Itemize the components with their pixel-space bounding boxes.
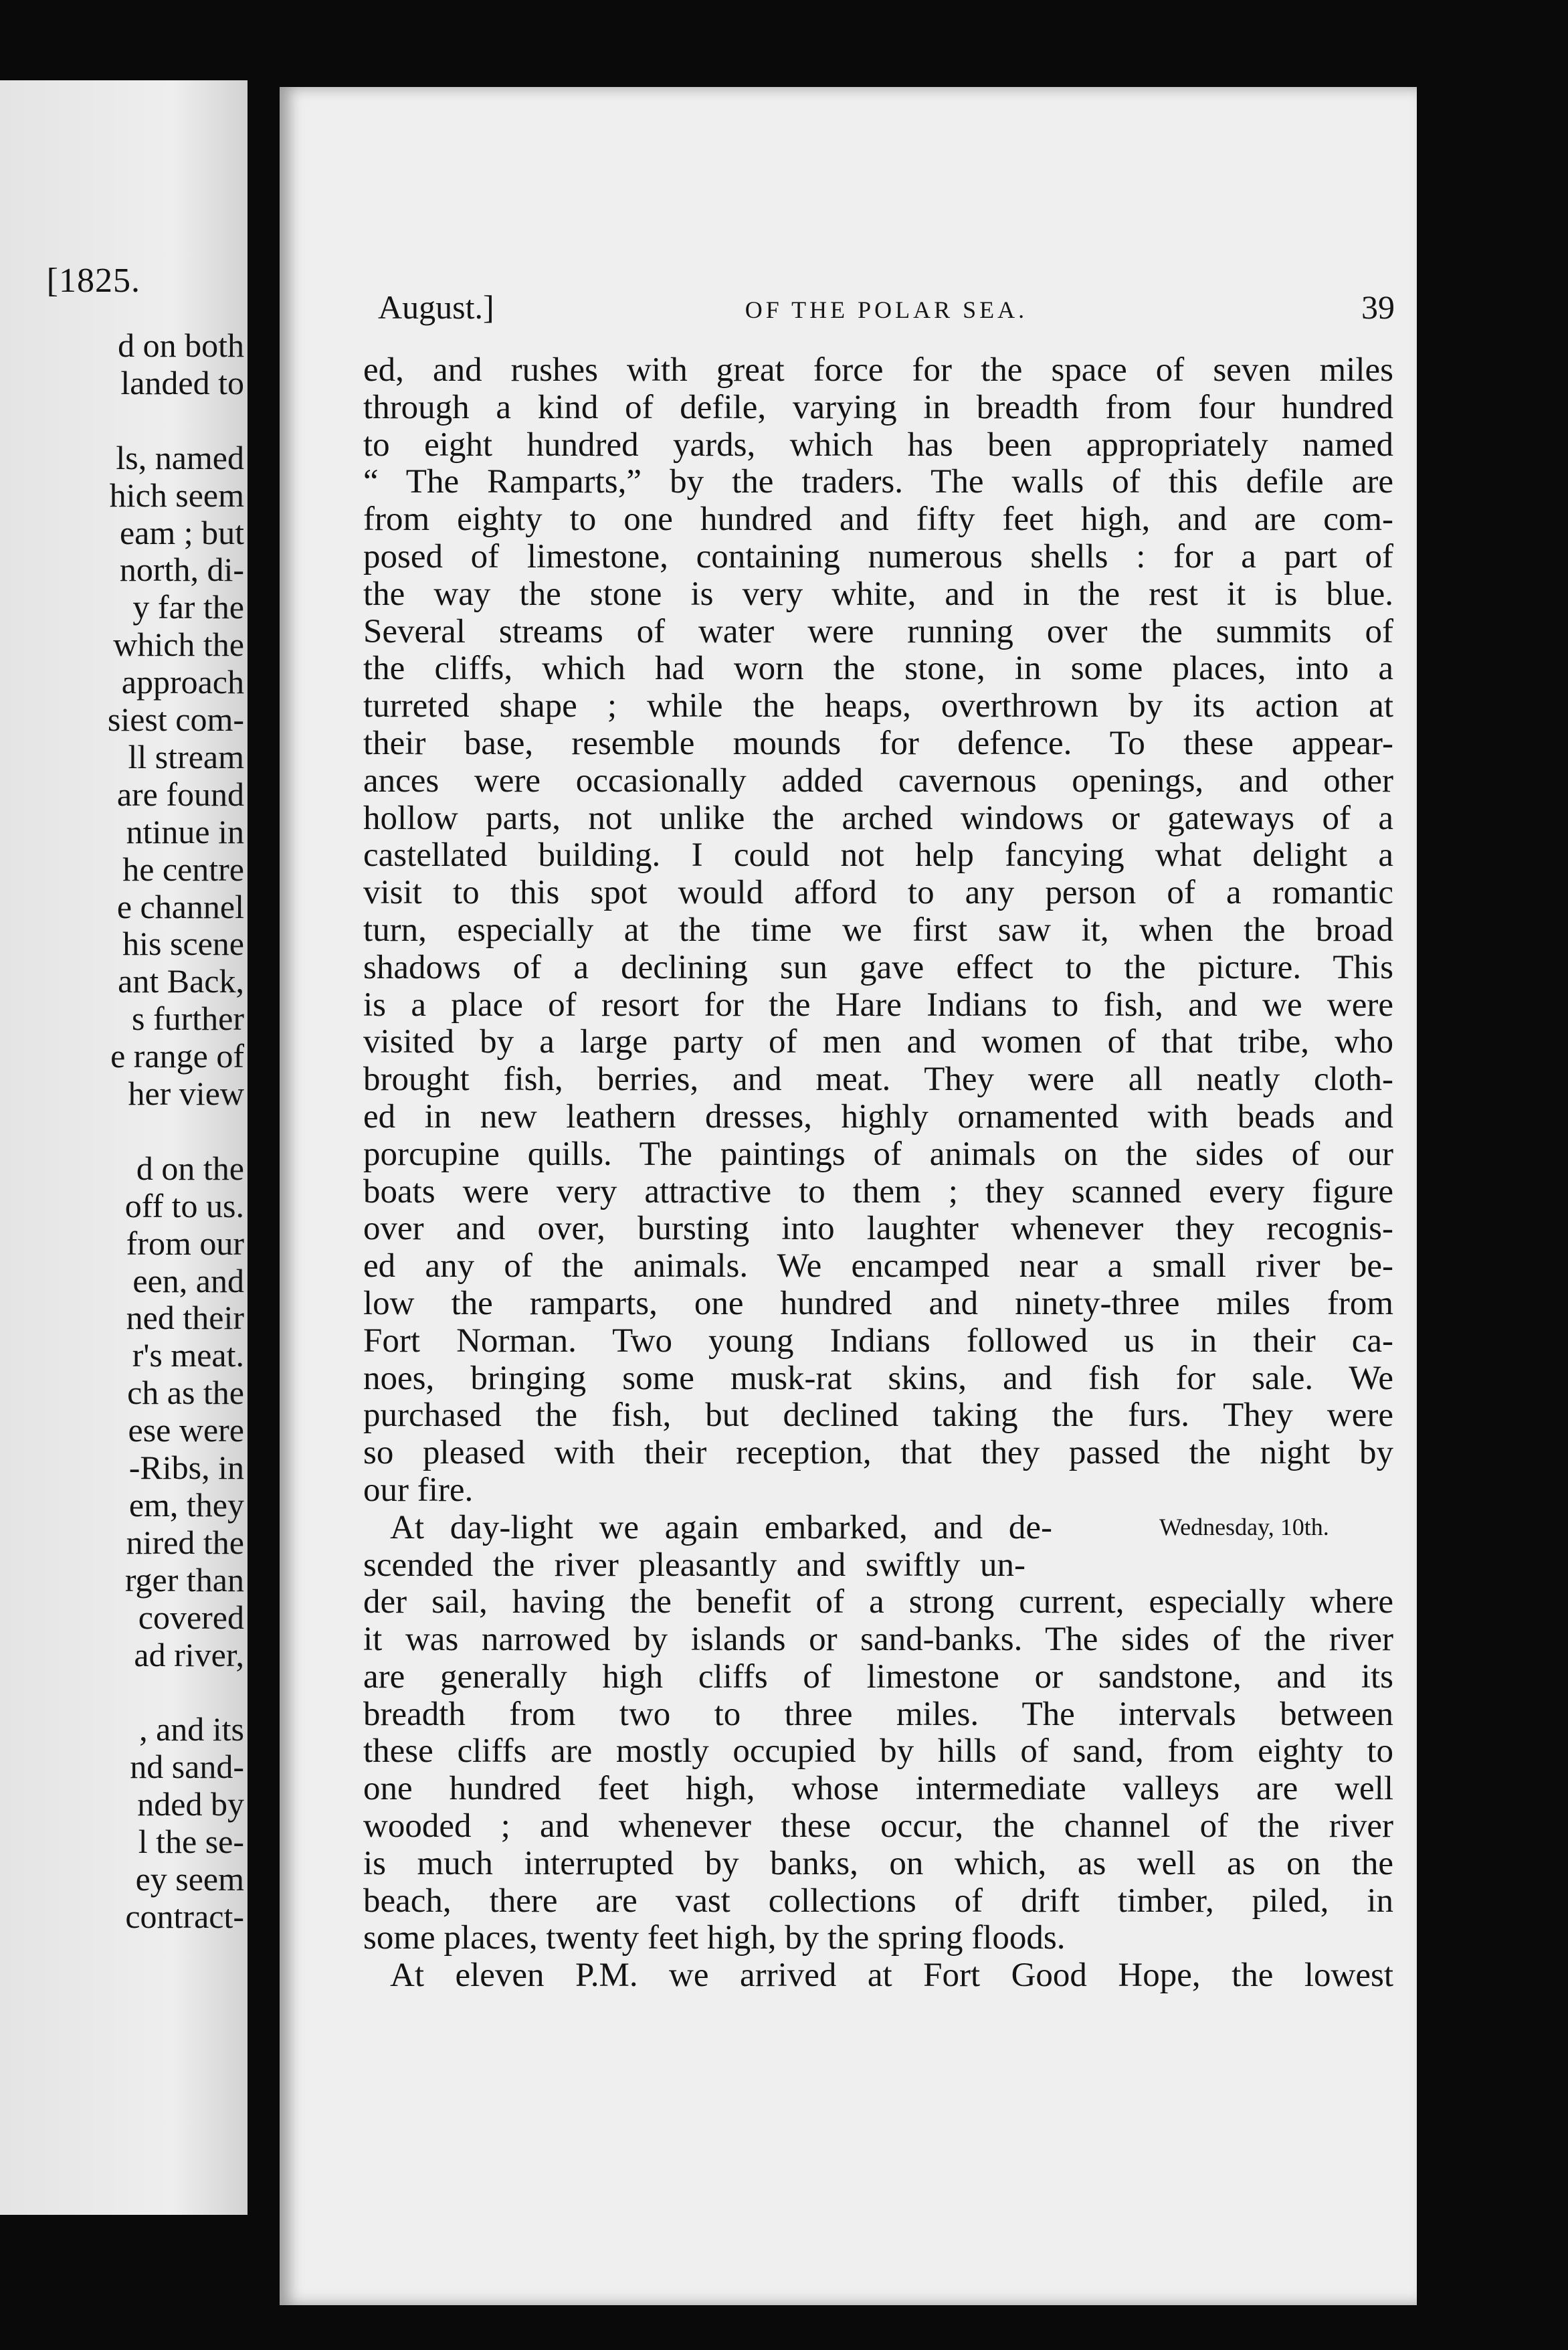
left-page-line: her view — [128, 1075, 244, 1112]
text-line: porcupine quills. The paintings of animals on the sides of our — [363, 1136, 1393, 1173]
left-page-line: e channel — [116, 887, 244, 925]
text-line: from eighty to one hundred and fifty feet high, and are com- — [363, 501, 1393, 539]
text-line: wooded ; and whenever these occur, the channel of the river — [363, 1808, 1393, 1845]
text-line: der sail, having the benefit of a strong current, especially where — [363, 1584, 1393, 1621]
left-page-line: nired the — [126, 1523, 244, 1561]
text-line: through a kind of defile, varying in breadth from four hundred — [363, 389, 1393, 426]
body-text — [363, 352, 1393, 1995]
text-line: posed of limestone, containing numerous shells : for a part of — [363, 538, 1393, 575]
left-page-line: -Ribs, in — [128, 1449, 244, 1486]
text-line: turreted shape ; while the heaps, overthrown by its action at — [363, 688, 1393, 725]
left-page-line: een, and — [132, 1261, 244, 1299]
text-line: one hundred feet high, whose intermediate valleys are well — [363, 1771, 1393, 1808]
left-page-line: nded by — [137, 1785, 244, 1823]
text-line: Several streams of water were running over the summits of — [363, 613, 1393, 650]
left-page-line: ese were — [128, 1411, 244, 1449]
text-line: breadth from two to three miles. The intervals between — [363, 1696, 1393, 1733]
left-page-line: siest com- — [107, 701, 244, 738]
text-line: so pleased with their reception, that they passed the night by — [363, 1435, 1393, 1472]
left-page-year: [1825. — [46, 262, 140, 300]
left-page-line: ntinue in — [126, 812, 244, 850]
text-line: boats were very attractive to them ; they scanned every figure — [363, 1173, 1393, 1210]
marginal-date-note: Wednesday, 10th. — [1159, 1513, 1329, 1540]
text-line: is much interrupted by banks, on which, as well as on the — [363, 1845, 1393, 1882]
text-line: it was narrowed by islands or sand-banks. The sides of the river — [363, 1621, 1393, 1659]
left-page-line: s further — [132, 1000, 244, 1038]
left-page — [0, 80, 248, 2215]
left-page-line: l the se- — [138, 1823, 244, 1860]
running-header — [378, 288, 1395, 335]
left-page-line: d on both — [118, 327, 244, 364]
left-page-line: landed to — [120, 363, 244, 401]
text-line: to eight hundred yards, which has been appropriately named — [363, 426, 1393, 464]
text-line: At day-light we again embarked, and de- — [390, 1509, 1052, 1546]
right-page — [280, 87, 1417, 2305]
left-page-line: ch as the — [127, 1374, 244, 1412]
text-line: these cliffs are mostly occupied by hills of sand, from eighty to — [363, 1733, 1393, 1771]
left-page-line: from our — [126, 1224, 244, 1262]
left-page-line: nd sand- — [130, 1748, 244, 1786]
text-line: beach, there are vast collections of drift timber, piled, in — [363, 1882, 1393, 1920]
text-line: ed in new leathern dresses, highly ornamented with beads and — [363, 1098, 1393, 1136]
text-line: At eleven P.M. we arrived at Fort Good Hope, the lowest — [390, 1957, 1393, 1995]
text-line: Fort Norman. Two young Indians followed us in their ca- — [363, 1322, 1393, 1360]
running-head-title: OF THE POLAR SEA. — [745, 296, 1028, 323]
left-page-line: north, di- — [119, 551, 244, 589]
left-page-line: are found — [116, 775, 244, 813]
text-line: ed, and rushes with great force for the space of seven miles — [363, 352, 1393, 389]
left-page-line: off to us. — [124, 1186, 244, 1225]
left-page-line: covered — [138, 1598, 244, 1636]
paragraph-3 — [363, 1957, 1393, 1995]
text-line: low the ramparts, one hundred and ninety-three miles from — [363, 1285, 1393, 1322]
left-page-line: his scene — [122, 925, 244, 963]
text-line: ances were occasionally added cavernous openings, and other — [363, 762, 1393, 800]
text-line: over and over, bursting into laughter whenever they recognis- — [363, 1210, 1393, 1248]
left-page-line: approach — [121, 663, 244, 701]
left-page-line: contract- — [125, 1897, 244, 1935]
paragraph-1 — [363, 352, 1393, 1510]
paragraph-2 — [363, 1584, 1393, 1957]
left-page-line: he centre — [122, 850, 244, 888]
text-line: purchased the fish, but declined taking the furs. They were — [363, 1397, 1393, 1435]
text-line: the cliffs, which had worn the stone, in some places, into a — [363, 650, 1393, 688]
left-page-line: ll stream — [128, 737, 244, 776]
text-line: their base, resemble mounds for defence. To these appear- — [363, 725, 1393, 762]
text-line: brought fish, berries, and meat. They were all neatly cloth- — [363, 1061, 1393, 1099]
text-line: shadows of a declining sun gave effect to the picture. This — [363, 949, 1393, 986]
left-page-line: ls, named — [116, 438, 244, 476]
left-page-line: y far the — [132, 588, 244, 626]
left-page-line: ant Back, — [118, 962, 244, 1000]
left-page-line: ned their — [126, 1299, 244, 1337]
text-line: hollow parts, not unlike the arched windows or gateways of a — [363, 800, 1393, 837]
text-line: “ The Ramparts,” by the traders. The walls of this defile are — [363, 464, 1393, 501]
text-line: ed any of the animals. We encamped near a small river be- — [363, 1248, 1393, 1285]
text-line: the way the stone is very white, and in the rest it is blue. — [363, 575, 1393, 613]
left-page-line: eam ; but — [119, 513, 244, 551]
left-page-line: which the — [113, 626, 244, 664]
text-line: turn, especially at the time we first saw it, when the broad — [363, 911, 1393, 949]
running-head-month: August.] — [378, 288, 494, 326]
left-page-line: r's meat. — [132, 1336, 244, 1374]
text-line: some places, twenty feet high, by the spring floods. — [363, 1920, 1066, 1957]
left-page-line: , and its — [139, 1710, 244, 1748]
text-line: is a place of resort for the Hare Indians to fish, and we were — [363, 986, 1393, 1024]
text-line: are generally high cliffs of limestone or sandstone, and its — [363, 1658, 1393, 1696]
text-line: noes, bringing some musk-rat skins, and fish for sale. We — [363, 1360, 1393, 1397]
left-page-line: ey seem — [135, 1860, 244, 1898]
left-page-line: e range of — [110, 1037, 244, 1075]
left-page-line: hich seem — [109, 476, 244, 514]
left-page-line: d on the — [136, 1149, 244, 1187]
left-page-line: rger than — [124, 1560, 244, 1599]
text-line: visited by a large party of men and women of that tribe, who — [363, 1024, 1393, 1061]
page-number: 39 — [1361, 288, 1395, 326]
text-line: our fire. — [363, 1471, 474, 1509]
left-page-line: em, they — [128, 1485, 244, 1524]
text-line: scended the river pleasantly and swiftly un- — [363, 1546, 1025, 1584]
left-page-line: ad river, — [134, 1635, 244, 1674]
paragraph-2-opening — [363, 1510, 1393, 1585]
text-line: visit to this spot would afford to any person of a romantic — [363, 875, 1393, 912]
text-line: castellated building. I could not help fancying what delight a — [363, 837, 1393, 875]
